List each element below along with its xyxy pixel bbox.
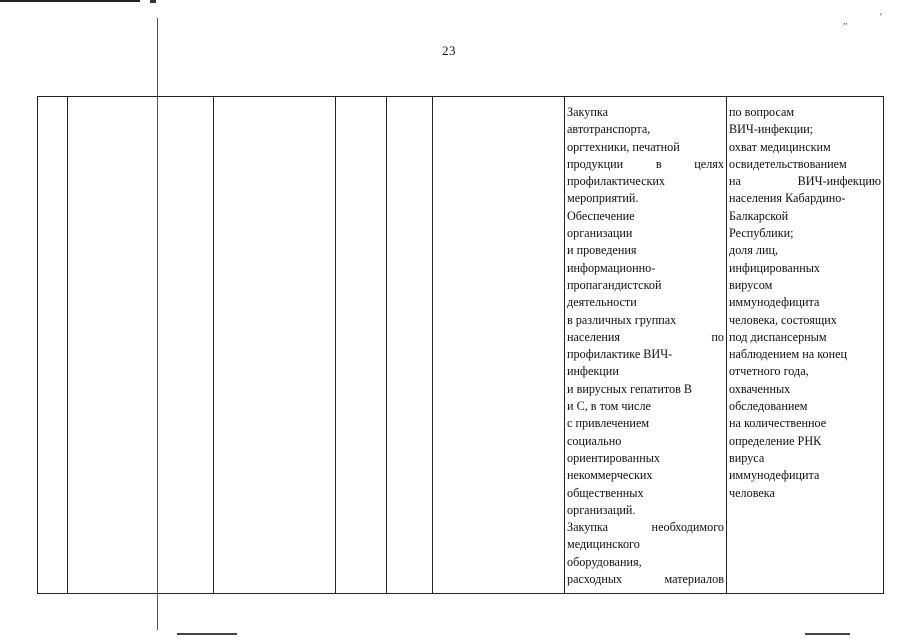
cell-line: ВИЧ-инфекции;	[729, 122, 814, 137]
cell-line: Обеспечение	[567, 208, 635, 223]
cell-line: и проведения	[567, 243, 637, 258]
cell-line: Закупка	[567, 105, 609, 119]
cell-line: по вопросам	[729, 105, 795, 119]
table-cell-end	[387, 97, 433, 594]
cell-line: Республики;	[729, 226, 794, 241]
cell-line: доля лиц,	[729, 243, 779, 258]
table-row	[38, 97, 884, 594]
cell-line: автотранспорта,	[567, 122, 651, 137]
cell-line: наблюдением на конец	[729, 347, 848, 362]
table-cell-number	[38, 97, 68, 594]
cell-line: профилактике ВИЧ-	[567, 347, 673, 362]
cell-line: инфицированных	[729, 260, 821, 275]
table-cell-start	[336, 97, 387, 594]
cell-line: мероприятий.	[567, 191, 639, 206]
table-cell-activities	[565, 97, 727, 594]
cell-line: ориентированных	[567, 450, 661, 465]
cell-line: некоммерческих	[567, 468, 653, 483]
scan-artifact-bottom-left-line	[177, 633, 237, 635]
cell-line: обследованием	[729, 399, 808, 414]
scan-artifact-mark: ,,	[843, 16, 848, 26]
cell-line: отчетного года,	[729, 364, 809, 379]
cell-line: вирусом	[729, 277, 773, 292]
cell-line: человека	[729, 485, 775, 500]
scan-artifact-mark: ′	[880, 12, 883, 23]
cell-line: вируса	[729, 450, 765, 465]
table-cell-indicators	[727, 97, 884, 594]
cell-line: определение РНК	[729, 433, 822, 448]
cell-line: в различных группах	[567, 312, 677, 327]
scan-artifact-top-line	[0, 0, 140, 2]
cell-line: информационно-	[567, 260, 656, 275]
table-cell-name	[68, 97, 214, 594]
indicators-text	[727, 97, 883, 502]
table-cell-result	[433, 97, 565, 594]
cell-line: оборудования,	[567, 554, 642, 569]
cell-line: охват медицинским	[729, 139, 831, 154]
cell-line: иммунодефицита	[729, 468, 820, 483]
cell-line: на ВИЧ-инфекцию	[729, 174, 881, 189]
cell-line: организаций.	[567, 502, 636, 517]
cell-line: профилактических	[567, 174, 666, 189]
cell-line: расходных материалов	[567, 572, 724, 587]
scan-artifact-bottom-right-line	[805, 633, 850, 635]
cell-line: человека, состоящих	[729, 312, 837, 327]
cell-line: продукции в целях	[567, 156, 724, 171]
cell-line: общественных	[567, 485, 644, 500]
cell-line: населения по	[567, 329, 724, 344]
cell-line: оргтехники, печатной	[567, 139, 680, 154]
cell-line: под диспансерным	[729, 329, 827, 344]
page-number: 23	[442, 43, 456, 58]
cell-line: инфекции	[567, 364, 619, 379]
scan-artifact-top-tick	[150, 0, 156, 3]
cell-line: населения Кабардино-	[729, 191, 846, 206]
cell-line: организации	[567, 226, 633, 241]
cell-line: пропагандистской	[567, 277, 662, 292]
cell-line: Закупка необходимого	[567, 520, 724, 535]
cell-line: и вирусных гепатитов В	[567, 381, 693, 396]
cell-line: иммунодефицита	[729, 295, 820, 310]
cell-line: освидетельствованием	[729, 156, 847, 171]
table-cell-executor	[214, 97, 336, 594]
cell-line: социально	[567, 433, 622, 448]
cell-line: деятельности	[567, 295, 637, 310]
cell-line: охваченных	[729, 381, 791, 396]
cell-line: и С, в том числе	[567, 399, 651, 414]
program-table	[37, 96, 884, 594]
cell-line: с привлечением	[567, 416, 650, 431]
cell-line: медицинского	[567, 537, 640, 552]
activities-text	[565, 97, 726, 588]
cell-line: Балкарской	[729, 208, 789, 223]
cell-line: на количественное	[729, 416, 827, 431]
